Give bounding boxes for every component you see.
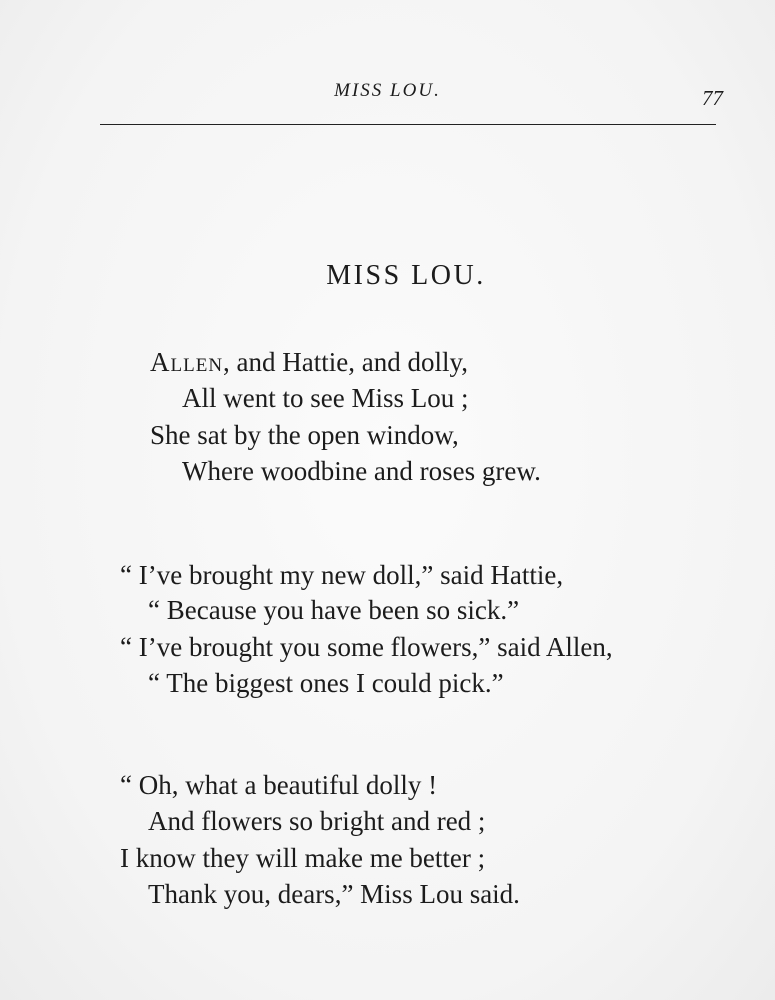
stanza-2-line-3: “ I’ve brought you some flowers,” said Allen, [120, 632, 613, 662]
stanza-2-line-4: “ The biggest ones I could pick.” [148, 668, 504, 698]
stanza-2-line-1: “ I’ve brought my new doll,” said Hattie, [120, 560, 564, 590]
header-rule [100, 124, 716, 125]
stanza-1-line-3: She sat by the open window, [150, 420, 459, 450]
stanza-1-line-1-lead: Allen [150, 347, 224, 377]
stanza-1-line-2: All went to see Miss Lou ; [182, 383, 469, 413]
stanza-1-line-4: Where woodbine and roses grew. [182, 456, 541, 486]
poem-title: MISS LOU. [326, 260, 486, 291]
stanza-3-line-2: And flowers so bright and red ; [148, 806, 486, 836]
page-number: 77 [702, 86, 723, 110]
stanza-3-line-3: I know they will make me better ; [120, 843, 486, 873]
running-title: MISS LOU. [334, 80, 441, 101]
stanza-3-line-1: “ Oh, what a beautiful dolly ! [120, 770, 438, 800]
stanza-1-line-1 [150, 349, 468, 376]
stanza-1-line-1-rest: , and Hattie, and dolly, [223, 347, 468, 377]
stanza-3-line-4: Thank you, dears,” Miss Lou said. [148, 879, 520, 909]
stanza-2-line-2: “ Because you have been so sick.” [148, 595, 520, 625]
